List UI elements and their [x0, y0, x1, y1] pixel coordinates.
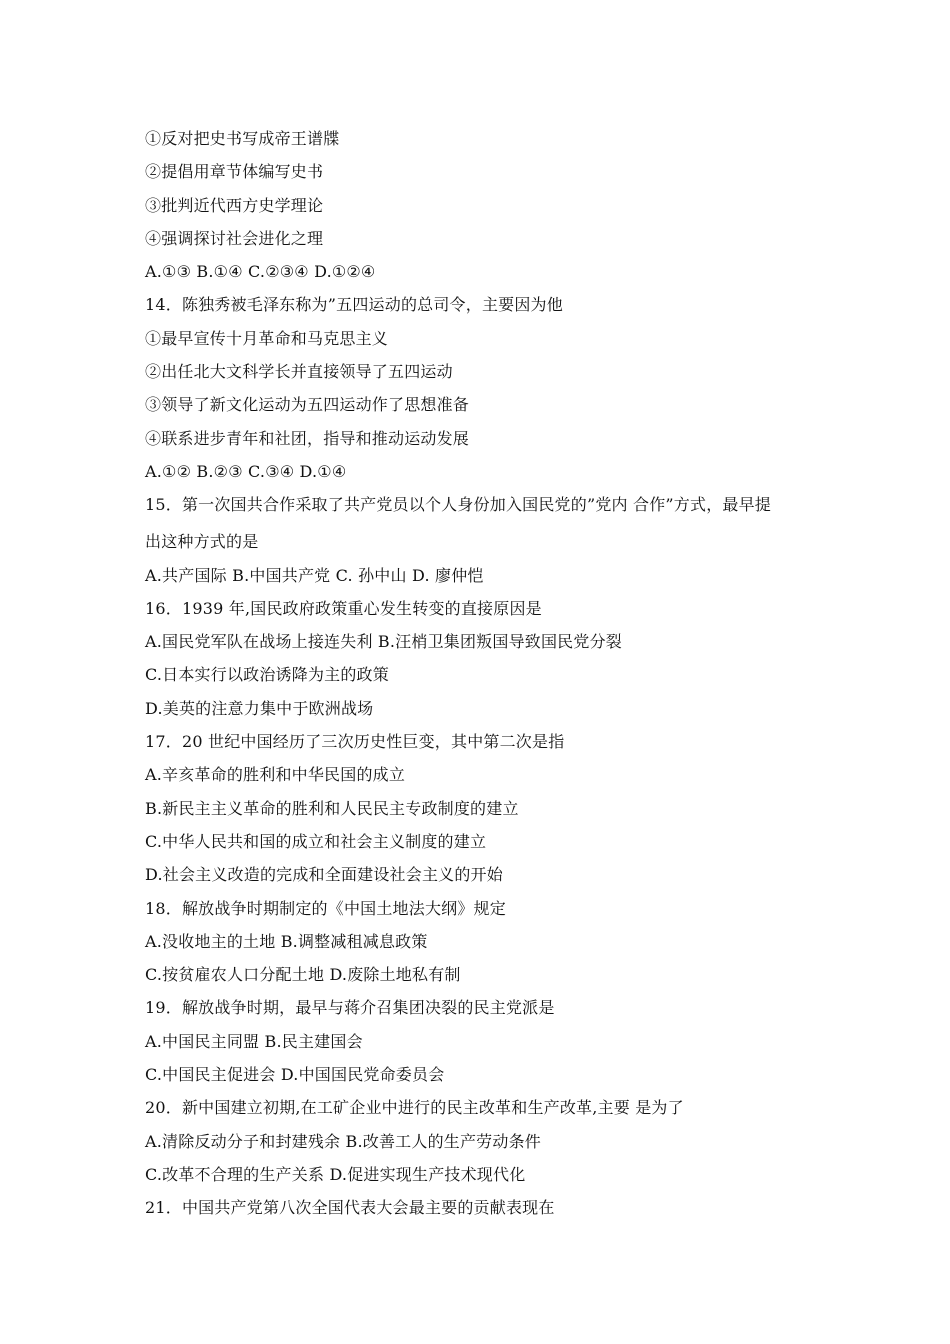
question-16: 16．1939 年,国民政府政策重心发生转变的直接原因是: [145, 598, 542, 618]
answer-choices: A.①③ B.①④ C.②③④ D.①②④: [145, 262, 376, 282]
answer-choice: D.美英的注意力集中于欧洲战场: [145, 698, 374, 718]
answer-choice: B.新民主主义革命的胜利和人民民主专政制度的建立: [145, 798, 519, 818]
answer-choices: A.中国民主同盟 B.民主建国会: [145, 1031, 363, 1051]
question-19: 19．解放战争时期，最早与蒋介召集团决裂的民主党派是: [145, 998, 555, 1018]
option-line: ③批判近代西方史学理论: [145, 195, 324, 215]
answer-choice: A.辛亥革命的胜利和中华民国的成立: [145, 765, 406, 785]
answer-choice: C.日本实行以政治诱降为主的政策: [145, 665, 389, 685]
question-18: 18．解放战争时期制定的《中国土地法大纲》规定: [145, 898, 506, 918]
answer-choices: A.①② B.②③ C.③④ D.①④: [145, 461, 347, 481]
question-17: 17．20 世纪中国经历了三次历史性巨变，其中第二次是指: [145, 732, 565, 752]
answer-choice: D.社会主义改造的完成和全面建设社会主义的开始: [145, 865, 503, 885]
answer-choices: C.改革不合理的生产关系 D.促进实现生产技术现代化: [145, 1164, 526, 1184]
question-15: 15．第一次国共合作采取了共产党员以个人身份加入国民党的”党内 合作”方式，最早提: [145, 495, 772, 515]
question-21: 21．中国共产党第八次全国代表大会最主要的贡献表现在: [145, 1198, 555, 1218]
option-line: ③领导了新文化运动为五四运动作了思想准备: [145, 395, 470, 415]
answer-choices: C.按贫雇农人口分配土地 D.废除土地私有制: [145, 965, 461, 985]
option-line: ④联系进步青年和社团，指导和推动运动发展: [145, 428, 470, 448]
option-line: ①反对把史书写成帝王谱牒: [145, 129, 340, 148]
option-line: ①最早宣传十月革命和马克思主义: [145, 328, 389, 348]
option-line: ②提倡用章节体编写史书: [145, 162, 324, 182]
answer-choice: C.中华人民共和国的成立和社会主义制度的建立: [145, 831, 487, 851]
option-line: ②出任北大文科学长并直接领导了五四运动: [145, 362, 453, 382]
question-15-continued: 出这种方式的是: [145, 532, 259, 552]
option-line: ④强调探讨社会进化之理: [145, 228, 324, 248]
answer-choices: C.中国民主促进会 D.中国国民党命委员会: [145, 1065, 445, 1085]
document-page: [145, 122, 845, 1225]
question-14: 14．陈独秀被毛泽东称为”五四运动的总司令，主要因为他: [145, 295, 563, 315]
answer-choices: A.清除反动分子和封建残余 B.改善工人的生产劳动条件: [145, 1131, 541, 1151]
answer-choices: A.共产国际 B.中国共产党 C. 孙中山 D. 廖仲恺: [145, 565, 484, 585]
answer-choices: A.没收地主的土地 B.调整减租减息政策: [145, 931, 428, 951]
question-20: 20．新中国建立初期,在工矿企业中进行的民主改革和生产改革,主要 是为了: [145, 1098, 684, 1118]
answer-choices: A.国民党军队在战场上接连失利 B.汪梢卫集团叛国导致国民党分裂: [145, 632, 622, 652]
